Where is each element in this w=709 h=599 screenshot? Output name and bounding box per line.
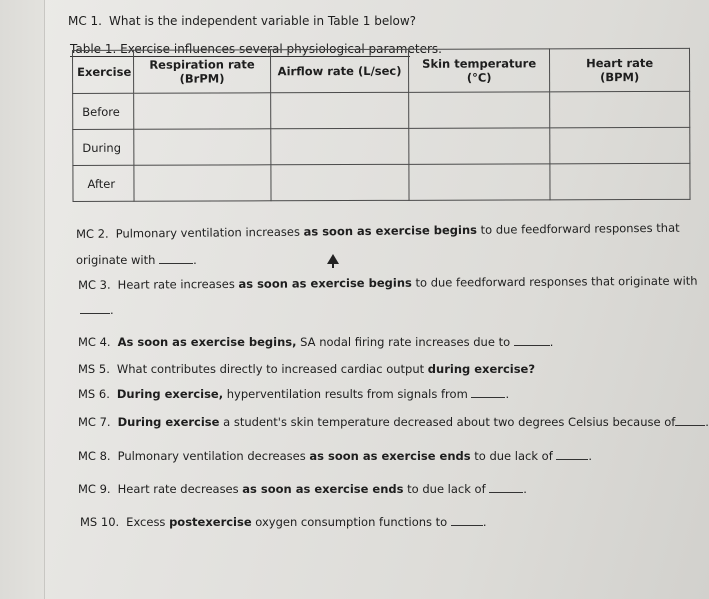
question-emphasis: as soon as exercise begins [238,275,412,291]
question-number: MC 4. [78,335,111,349]
header-respiration-rate [133,50,270,93]
question-number: MC 7. [78,415,111,429]
question-emphasis: During exercise [117,415,220,429]
table-cell[interactable] [134,93,271,129]
question-mc1 [68,14,416,28]
heart-rate-unit: (BPM) [600,70,640,85]
question-emphasis: as soon as exercise ends [309,449,471,463]
table-cell[interactable] [550,91,690,127]
question-emphasis: during exercise? [427,362,536,376]
table-cell[interactable] [409,164,550,200]
exercise-table [72,48,691,202]
question-text: to due feedforward responses that originate with [411,273,698,290]
question-text: SA nodal firing rate increases due to [296,335,511,349]
answer-blank[interactable] [675,414,705,426]
question-text: Pulmonary ventilation decreases [117,449,310,463]
header-exercise: Exercise [73,50,134,93]
question-number: MC 9. [78,482,111,496]
question-emphasis: During exercise, [116,387,224,401]
question-text: hyperventilation results from signals from [223,387,468,401]
answer-blank[interactable] [451,514,483,526]
question-text: What contributes directly to increased cardiac output [116,362,428,376]
respiration-unit: (BrPM) [179,71,225,86]
table-cell[interactable] [134,165,271,201]
question-mc4: MC 4. As soon as exercise begins, SA nodal firing rate increases due to . [78,335,554,349]
table-cell[interactable] [550,163,690,199]
question-text: What is the independent variable in Table 1 below? [109,14,417,28]
question-number: MS 6. [78,387,110,401]
question-mc9: MC 9. Heart rate decreases as soon as exercise ends to due lack of . [78,482,527,496]
table-cell[interactable] [550,127,690,163]
page-fold-line [44,0,45,599]
header-airflow-rate: Airflow rate (L/sec) [270,49,408,92]
question-mc8: MC 8. Pulmonary ventilation decreases as soon as exercise ends to due lack of . [78,449,593,463]
table-row [73,163,690,201]
table-cell[interactable] [271,164,409,200]
question-emphasis: as soon as exercise begins [303,222,478,239]
question-text: oxygen consumption functions to [251,515,448,529]
question-number: MS 5. [78,362,110,376]
question-mc3 [78,274,698,292]
question-number: MC 3. [78,277,111,292]
question-text: to due feedforward responses that [476,220,680,237]
answer-blank[interactable] [556,448,588,460]
row-label: Before [73,93,134,129]
question-mc7: MC 7. During exercise a student's skin temperature decreased about two degrees Celsius because of . [78,415,709,429]
question-emphasis: as soon as exercise ends [242,482,404,496]
question-ms10: MS 10. Excess postexercise oxygen consumption functions to . [80,515,487,529]
header-skin-temperature: Skin temperature (°C) [409,49,550,92]
question-text: a student's skin temperature decreased about two degrees Celsius because of [219,415,676,429]
answer-blank[interactable] [489,481,523,493]
question-mc2 [76,221,680,241]
table-header-row [73,48,690,93]
question-number: MC 1. [68,14,102,28]
question-number: MC 8. [78,449,111,463]
table-cell[interactable] [134,129,271,165]
table-cell[interactable] [409,128,550,164]
table-caption: Table 1. Exercise influences several physiological parameters. [70,42,442,56]
page-left-margin [0,0,44,599]
question-text: to due lack of [403,482,486,496]
answer-blank[interactable] [471,386,505,398]
question-mc2-line2: originate with . [76,253,197,267]
question-number: MS 10. [80,515,120,529]
question-mc3-line2: . [80,302,114,317]
table-row [73,127,690,165]
question-text: originate with [76,253,156,267]
question-text: Excess [126,515,170,529]
table-cell[interactable] [271,128,409,164]
question-emphasis: postexercise [169,515,252,529]
respiration-label: Respiration rate [149,57,255,72]
table-row [73,91,690,129]
header-heart-rate [550,48,690,91]
question-text: Heart rate increases [117,276,239,292]
question-text: to due lack of [470,449,553,463]
question-ms6: MS 6. During exercise, hyperventilation results from signals from . [78,387,510,401]
table-cell[interactable] [271,92,409,128]
answer-blank[interactable] [159,252,193,264]
answer-blank[interactable] [514,334,550,346]
question-text: Pulmonary ventilation increases [115,224,304,241]
table-cell[interactable] [409,92,550,128]
heart-rate-label: Heart rate [586,55,654,71]
question-text: Heart rate decreases [117,482,243,496]
question-ms5 [78,362,535,376]
question-emphasis: As soon as exercise begins, [117,335,297,349]
row-label: After [73,165,134,201]
row-label: During [73,129,134,165]
mouse-cursor-tail [332,262,334,268]
question-number: MC 2. [76,226,109,241]
answer-blank[interactable] [80,302,110,314]
